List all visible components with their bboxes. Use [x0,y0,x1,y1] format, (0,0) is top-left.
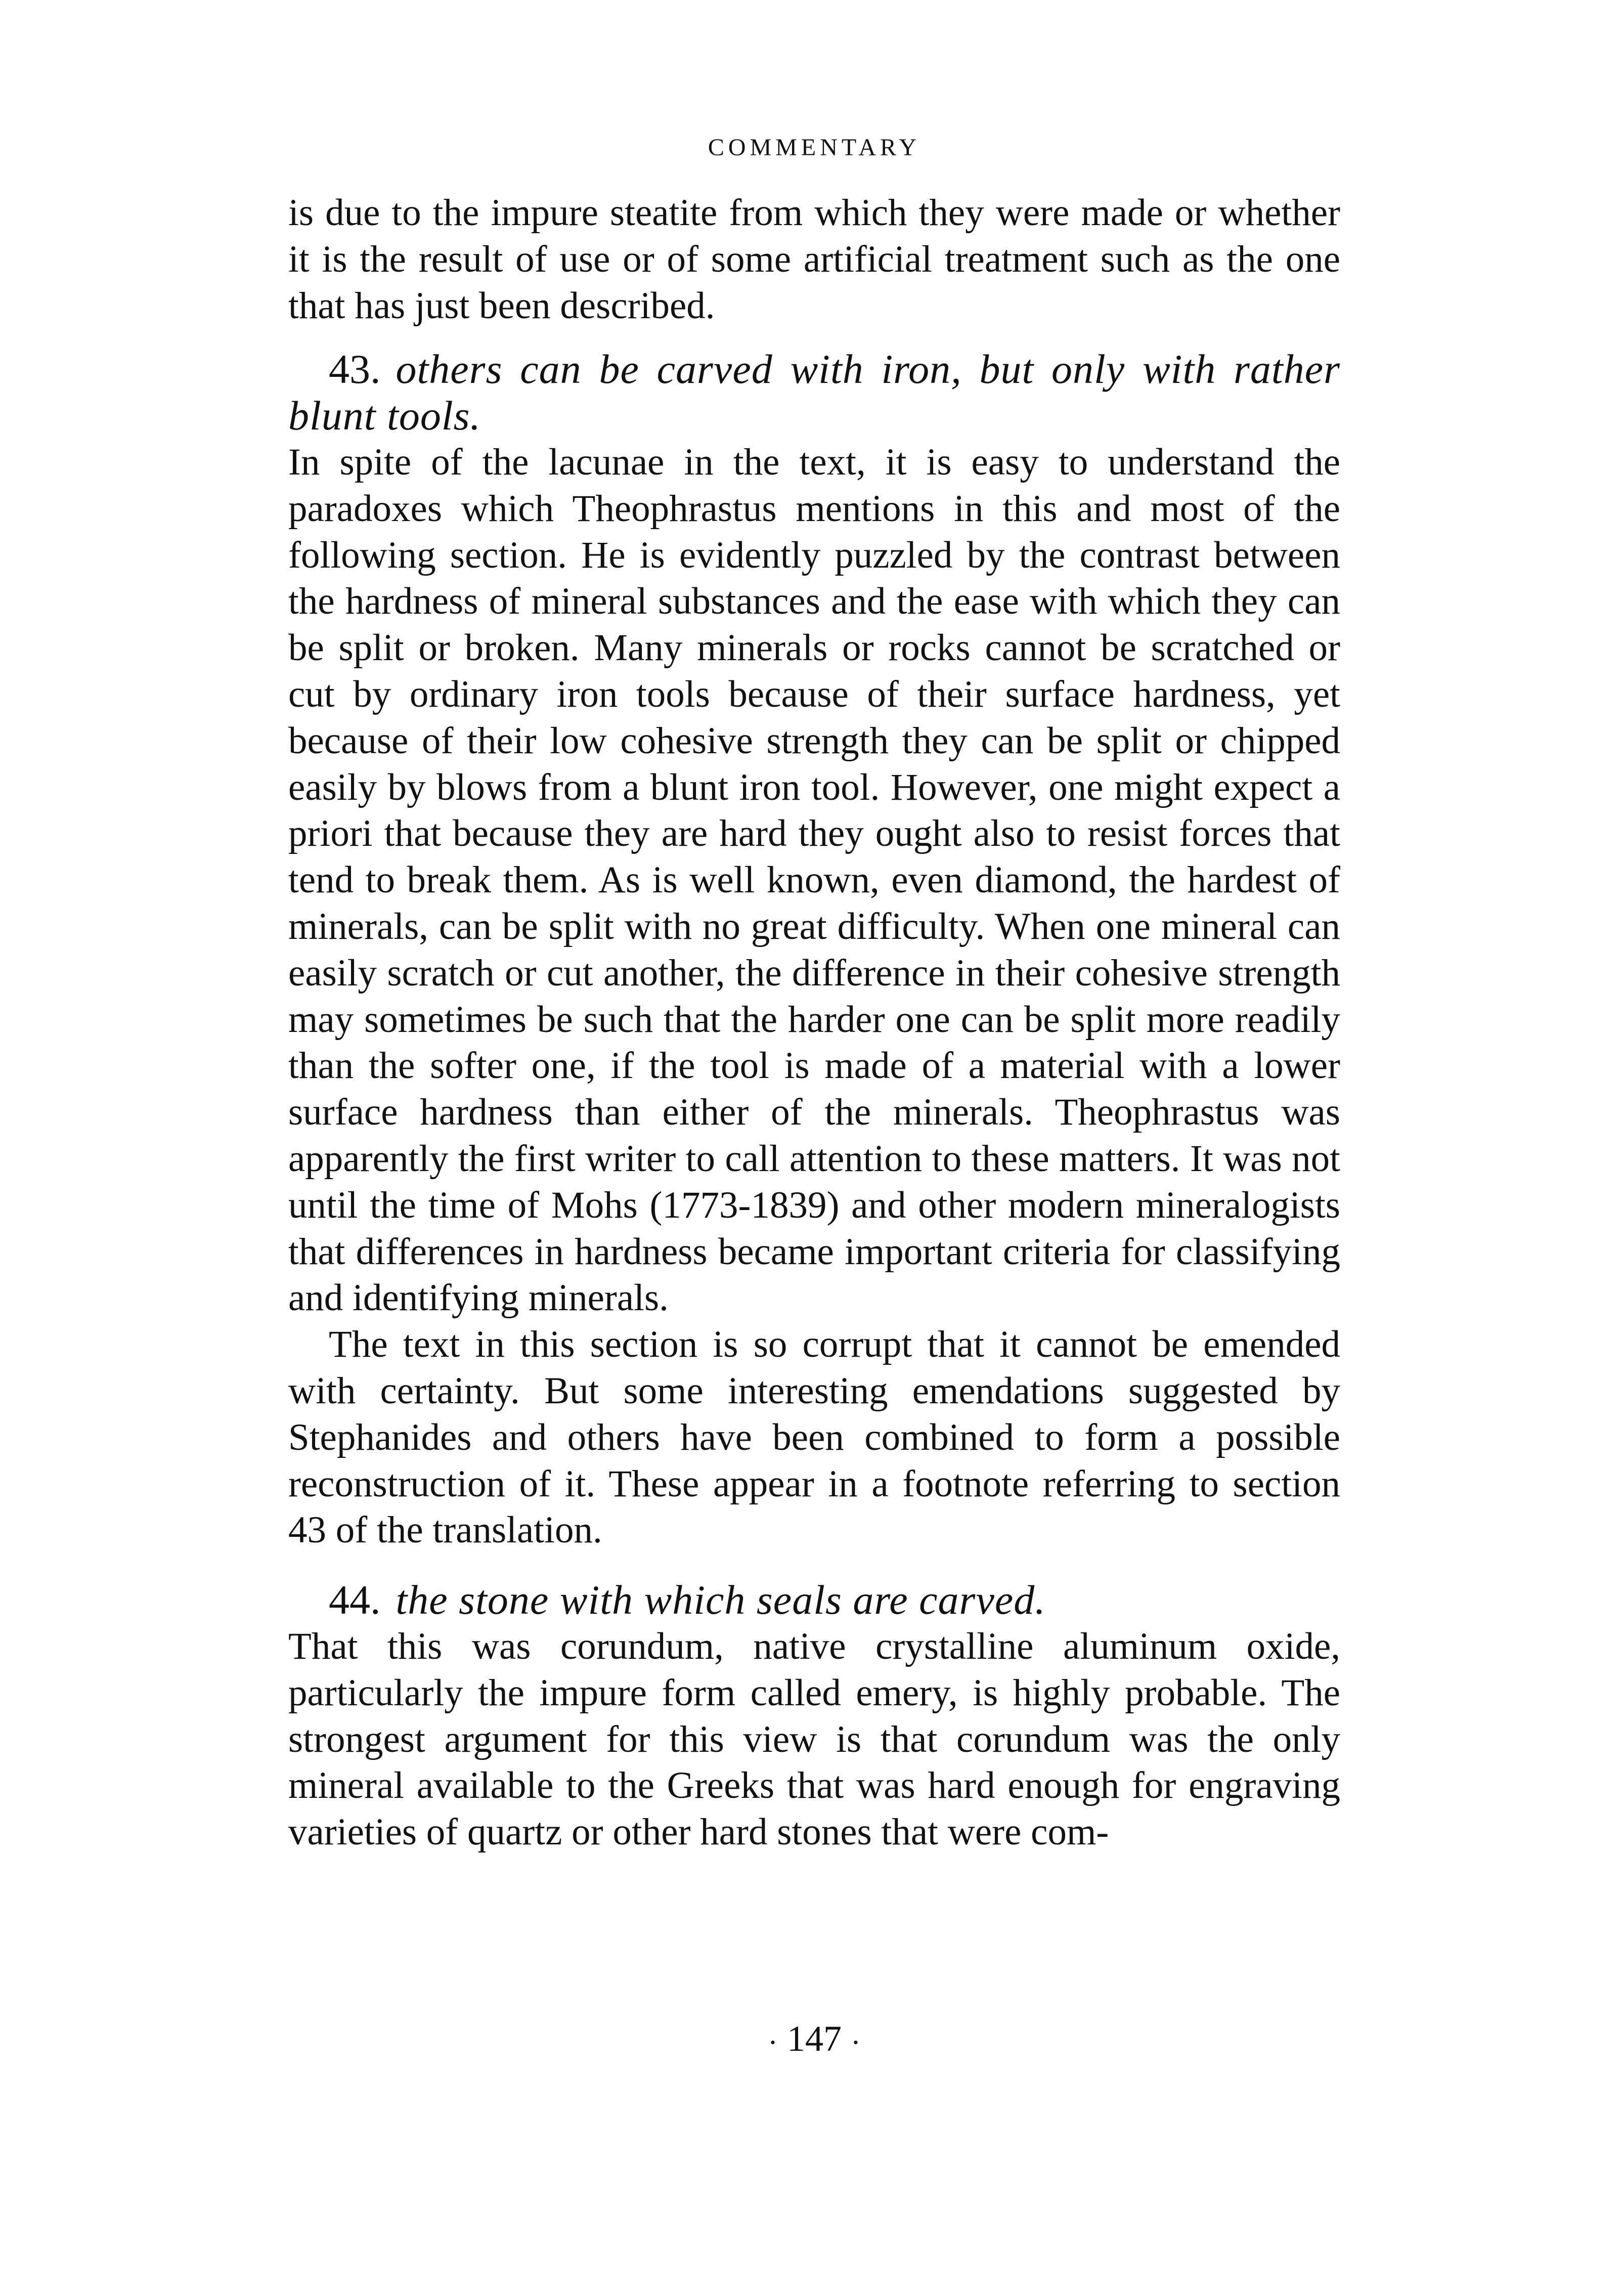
book-page [288,0,1340,2285]
section-43-heading [288,346,1340,439]
page-number: 147 [787,2018,842,2059]
section-43-number: 43. [329,346,381,393]
folio-dot-left: · [768,2025,778,2059]
page-footer [288,2018,1340,2062]
section-44-paragraph-1: That this was corundum, native crystalline aluminum oxide, particularly the impure form called emery, is highly probable. The strongest argument for this view is that corundum was the only mineral available to the Greeks that was hard enough for engraving varieties of quartz or other hard stones that were com- [288,1625,1340,1853]
section-44-lemma: the stone with which seals are carved. [396,1577,1046,1623]
page-body [288,190,1340,1856]
section-44-heading [288,1577,1340,1623]
folio-dot-right: · [851,2025,861,2059]
section-43-paragraph-2: The text in this section is so corrupt that it cannot be emended with certainty. But some interesting emendations suggested by Stephanides and others have been combined to form a possible reconstruction of it. These appear in a footnote referring to section 43 of the translation. [288,1323,1340,1551]
section-43-lemma: others can be carved with iron, but only with rather blunt tools. [288,346,1340,439]
section-43-paragraph-1: In spite of the lacunae in the text, it is easy to understand the paradoxes which Theophrastus mentions in this and most of the following section. He is evidently puzzled by the contrast between the hardness of mineral substances and the ease with which they can be split or broken. Many minerals or rocks cannot be scratched or cut by ordinary iron tools because of their surface hardness, yet because of their low cohesive strength they can be split or chipped easily by blows from a blunt iron tool. However, one might expect a priori that because they are hard they ought also to resist forces that tend to break them. As is well known, even diamond, the hardest of minerals, can be split with no great difficulty. When one mineral can easily scratch or cut another, the difference in their cohesive strength may sometimes be such that the harder one can be split more readily than the softer one, if the tool is made of a material with a lower surface hardness than either of the minerals. Theophrastus was apparently the first writer to call attention to these matters. It was not until the time of Mohs (1773-1839) and other modern mineralogists that differences in hardness became important criteria for classifying and identifying minerals. [288,441,1340,1319]
opening-paragraph: is due to the impure steatite from which they were made or whether it is the result of use or of some artificial treatment such as the one that has just been described. [288,192,1340,327]
section-44-number: 44. [329,1577,381,1623]
running-head: COMMENTARY [708,134,921,161]
